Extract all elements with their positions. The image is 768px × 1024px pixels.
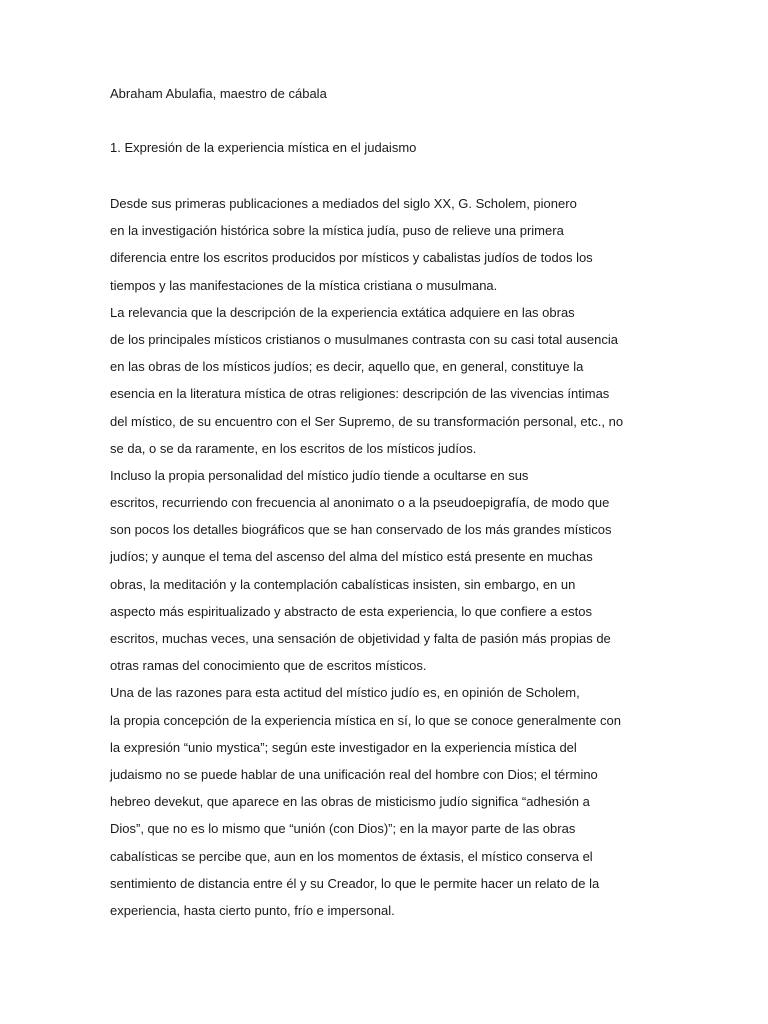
text-line: judaismo no se puede hablar de una unificación real del hombre con Dios; el término: [110, 766, 598, 782]
text-line: del místico, de su encuentro con el Ser Supremo, de su transformación personal, etc., no: [110, 413, 624, 429]
text-line: La relevancia que la descripción de la experiencia extática adquiere en las obras: [110, 304, 575, 320]
text-line: se da, o se da raramente, en los escritos de los místicos judíos.: [110, 440, 477, 456]
text-line: la propia concepción de la experiencia mística en sí, lo que se conoce generalmente con: [110, 712, 621, 728]
text-line: en las obras de los místicos judíos; es decir, aquello que, en general, constituye la: [110, 359, 584, 375]
text-line: hebreo devekut, que aparece en las obras de misticismo judío significa “adhesión a: [110, 794, 590, 810]
text-line: en la investigación histórica sobre la mística judía, puso de relieve una primera: [110, 223, 564, 239]
text-line: aspecto más espiritualizado y abstracto de esta experiencia, lo que confiere a estos: [110, 603, 592, 619]
text-line: cabalísticas se percibe que, aun en los momentos de éxtasis, el místico conserva el: [110, 848, 593, 864]
text-line: Incluso la propia personalidad del místico judío tiende a ocultarse en sus: [110, 467, 529, 483]
text-line: Desde sus primeras publicaciones a mediados del siglo XX, G. Scholem, pionero: [110, 196, 577, 211]
section-heading: 1. Expresión de la experiencia mística en el judaismo: [110, 140, 417, 155]
text-line: diferencia entre los escritos producidos por místicos y cabalistas judíos de todos los: [110, 250, 593, 266]
text-line: Una de las razones para esta actitud del místico judío es, en opinión de Scholem,: [110, 685, 580, 701]
text-line: de los principales místicos cristianos o musulmanes contrasta con su casi total ausencia: [110, 331, 618, 347]
text-line: otras ramas del conocimiento que de escritos místicos.: [110, 658, 427, 674]
document-title: Abraham Abulafia, maestro de cábala: [110, 86, 327, 101]
body-text: [110, 190, 650, 924]
text-line: la expresión “unio mystica”; según este investigador en la experiencia mística del: [110, 739, 577, 755]
text-line: experiencia, hasta cierto punto, frío e impersonal.: [110, 902, 395, 918]
text-line: esencia en la literatura mística de otras religiones: descripción de las vivencias íntimas: [110, 386, 610, 402]
text-line: escritos, recurriendo con frecuencia al anonimato o a la pseudoepigrafía, de modo que: [110, 495, 610, 511]
text-line: Dios”, que no es lo mismo que “unión (con Dios)”; en la mayor parte de las obras: [110, 821, 576, 837]
text-line: escritos, muchas veces, una sensación de objetividad y falta de pasión más propias de: [110, 631, 611, 646]
text-line: sentimiento de distancia entre él y su Creador, lo que le permite hacer un relato de la: [110, 875, 600, 891]
text-line: son pocos los detalles biográficos que se han conservado de los más grandes místicos: [110, 522, 612, 538]
text-line: judíos; y aunque el tema del ascenso del alma del místico está presente en muchas: [110, 549, 593, 565]
text-line: tiempos y las manifestaciones de la mística cristiana o musulmana.: [110, 277, 498, 293]
text-line: obras, la meditación y la contemplación cabalísticas insisten, sin embargo, en un: [110, 576, 576, 592]
